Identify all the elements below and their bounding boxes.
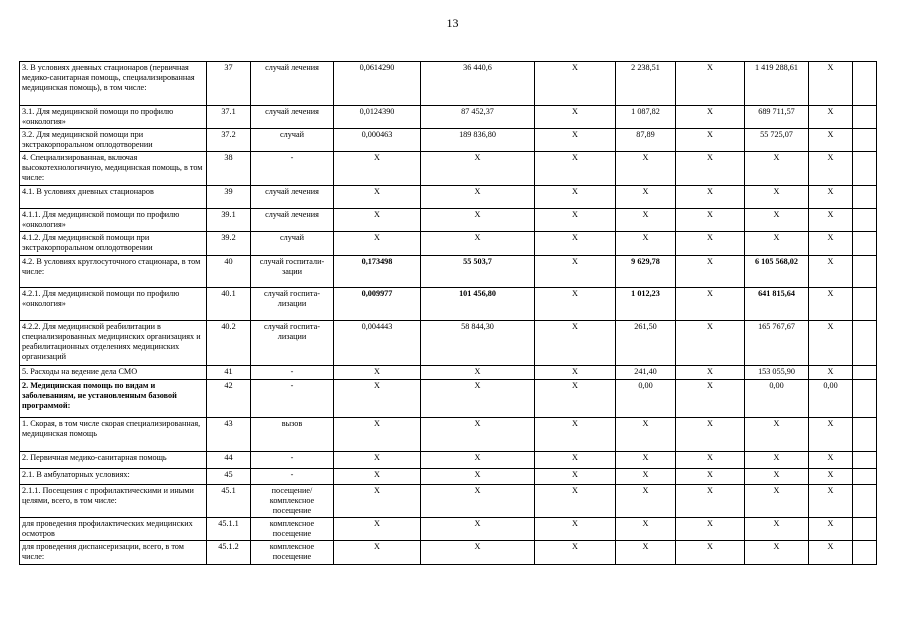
cell-oms-per-capita: X [616, 469, 676, 485]
cell-budget-total: X [676, 321, 745, 366]
cell-oms-total: 153 055,90 [745, 366, 809, 380]
cell-oms-per-capita: 0,00 [616, 380, 676, 418]
cell-budget-per-capita: X [535, 256, 616, 288]
cell-cost: X [421, 209, 535, 232]
cell-standard: X [334, 152, 421, 186]
cell-budget-per-capita: X [535, 380, 616, 418]
cell-cost: X [421, 418, 535, 452]
row-unit: - [251, 380, 334, 418]
row-code: 45 [207, 469, 251, 485]
cell-budget-per-capita: X [535, 321, 616, 366]
cell-standard: 0,0614290 [334, 62, 421, 106]
data-table [19, 61, 877, 565]
cell-oms-total: X [745, 418, 809, 452]
row-unit: - [251, 469, 334, 485]
row-code: 40.2 [207, 321, 251, 366]
cell-budget-total: X [676, 288, 745, 321]
cell-budget-per-capita: X [535, 232, 616, 256]
cell-standard: X [334, 418, 421, 452]
cell-percent: X [809, 366, 853, 380]
cell-cost: 189 836,80 [421, 129, 535, 152]
row-unit: случай [251, 232, 334, 256]
cell-standard: X [334, 452, 421, 469]
row-name: 4.1.2. Для медицинской помощи при экстракорпоральном оплодотворении [20, 232, 207, 256]
cell-budget-per-capita: X [535, 186, 616, 209]
cell-oms-per-capita: 2 238,51 [616, 62, 676, 106]
cell-cost: X [421, 186, 535, 209]
cell-oms-total: 6 105 568,02 [745, 256, 809, 288]
cell-percent: X [809, 186, 853, 209]
cell-standard: 0,009977 [334, 288, 421, 321]
cell-oms-per-capita: X [616, 152, 676, 186]
cell-cost: X [421, 232, 535, 256]
table-row [20, 186, 877, 209]
row-name: 4.2.2. Для медицинской реабилитации в специализированных медицинских организациях и реабилитационных отделениях медицинских организаций [20, 321, 207, 366]
cell-budget-total: X [676, 452, 745, 469]
row-code: 43 [207, 418, 251, 452]
row-name: 4.1.1. Для медицинской помощи по профилю «онкология» [20, 209, 207, 232]
cell-oms-total: X [745, 518, 809, 541]
cell-budget-per-capita: X [535, 62, 616, 106]
row-code: 37.1 [207, 106, 251, 129]
cell-cost: X [421, 518, 535, 541]
row-code: 45.1.2 [207, 541, 251, 565]
cell-oms-total: X [745, 209, 809, 232]
row-code: 45.1.1 [207, 518, 251, 541]
cell-budget-total: X [676, 418, 745, 452]
row-code: 44 [207, 452, 251, 469]
row-name: 2. Первичная медико-санитарная помощь [20, 452, 207, 469]
cell-oms-per-capita: 261,50 [616, 321, 676, 366]
cell-standard: X [334, 209, 421, 232]
row-unit: случай лечения [251, 106, 334, 129]
cell-budget-per-capita: X [535, 152, 616, 186]
row-unit: случай госпитали-зации [251, 256, 334, 288]
cell-standard: 0,173498 [334, 256, 421, 288]
row-code: 39.2 [207, 232, 251, 256]
cell-standard: X [334, 485, 421, 518]
row-name: 5. Расходы на ведение дела СМО [20, 366, 207, 380]
cell-budget-per-capita: X [535, 418, 616, 452]
cell-cost: 101 456,80 [421, 288, 535, 321]
cell-standard: 0,000463 [334, 129, 421, 152]
cell-oms-per-capita: 241,40 [616, 366, 676, 380]
cell-percent: 0,00 [809, 380, 853, 418]
row-code: 45.1 [207, 485, 251, 518]
cell-percent: X [809, 129, 853, 152]
cell-budget-total: X [676, 209, 745, 232]
row-name: 4.2. В условиях круглосуточного стационара, в том числе: [20, 256, 207, 288]
row-unit: случай госпита-лизации [251, 321, 334, 366]
table-row [20, 288, 877, 321]
table-row [20, 366, 877, 380]
cell-percent: X [809, 232, 853, 256]
cell-oms-per-capita: X [616, 232, 676, 256]
cell-budget-total: X [676, 129, 745, 152]
table-row [20, 518, 877, 541]
row-code: 39 [207, 186, 251, 209]
cell-oms-per-capita: X [616, 452, 676, 469]
cell-percent: X [809, 321, 853, 366]
cell-budget-per-capita: X [535, 366, 616, 380]
cell-oms-total: 689 711,57 [745, 106, 809, 129]
table-row [20, 418, 877, 452]
row-unit: случай лечения [251, 62, 334, 106]
cell-cost: X [421, 380, 535, 418]
cell-budget-per-capita: X [535, 469, 616, 485]
row-name: 3.2. Для медицинской помощи при экстракорпоральном оплодотворении [20, 129, 207, 152]
table-row [20, 469, 877, 485]
cell-budget-total: X [676, 485, 745, 518]
table-row [20, 485, 877, 518]
cell-oms-total: X [745, 485, 809, 518]
row-unit: - [251, 366, 334, 380]
cell-oms-total: 641 815,64 [745, 288, 809, 321]
cell-percent: X [809, 452, 853, 469]
cell-oms-per-capita: X [616, 418, 676, 452]
cell-budget-per-capita: X [535, 288, 616, 321]
cell-budget-total: X [676, 232, 745, 256]
row-name: 2.1. В амбулаторных условиях: [20, 469, 207, 485]
cell-cost: 36 440,6 [421, 62, 535, 106]
cell-percent: X [809, 469, 853, 485]
table-row [20, 452, 877, 469]
row-code: 38 [207, 152, 251, 186]
page-number: 13 [446, 16, 459, 30]
row-name: 3.1. Для медицинской помощи по профилю «онкология» [20, 106, 207, 129]
cell-oms-total: 165 767,67 [745, 321, 809, 366]
table-row [20, 541, 877, 565]
cell-budget-total: X [676, 152, 745, 186]
cell-oms-per-capita: 9 629,78 [616, 256, 676, 288]
cell-cost: X [421, 485, 535, 518]
cell-cost: X [421, 152, 535, 186]
cell-oms-per-capita: 87,89 [616, 129, 676, 152]
cell-oms-total: 0,00 [745, 380, 809, 418]
cell-oms-per-capita: X [616, 485, 676, 518]
cell-oms-total: X [745, 541, 809, 565]
cell-budget-total: X [676, 186, 745, 209]
cell-oms-per-capita: 1 087,82 [616, 106, 676, 129]
row-name: 2.1.1. Посещения с профилактическими и иными целями, всего, в том числе: [20, 485, 207, 518]
cell-oms-total: X [745, 452, 809, 469]
cell-cost: X [421, 469, 535, 485]
row-name: 1. Скорая, в том числе скорая специализированная, медицинская помощь [20, 418, 207, 452]
cell-oms-total: 1 419 288,61 [745, 62, 809, 106]
cell-percent: X [809, 288, 853, 321]
cell-budget-total: X [676, 366, 745, 380]
cell-budget-per-capita: X [535, 541, 616, 565]
cell-percent: X [809, 418, 853, 452]
row-code: 37 [207, 62, 251, 106]
row-name: для проведения профилактических медицинских осмотров [20, 518, 207, 541]
cell-percent: X [809, 152, 853, 186]
table-row [20, 129, 877, 152]
row-unit: вызов [251, 418, 334, 452]
cell-oms-total: 55 725,07 [745, 129, 809, 152]
cell-budget-total: X [676, 380, 745, 418]
cell-standard: X [334, 366, 421, 380]
cell-budget-total: X [676, 518, 745, 541]
cell-budget-total: X [676, 469, 745, 485]
table-row [20, 256, 877, 288]
cell-budget-total: X [676, 62, 745, 106]
row-name: 4.2.1. Для медицинской помощи по профилю «онкология» [20, 288, 207, 321]
cell-cost: X [421, 541, 535, 565]
cell-cost: X [421, 452, 535, 469]
table-row [20, 62, 877, 106]
cell-budget-per-capita: X [535, 485, 616, 518]
cell-cost: 58 844,30 [421, 321, 535, 366]
cell-budget-per-capita: X [535, 106, 616, 129]
cell-standard: 0,004443 [334, 321, 421, 366]
cell-standard: X [334, 469, 421, 485]
cell-percent: X [809, 485, 853, 518]
cell-oms-total: X [745, 469, 809, 485]
cell-percent: X [809, 106, 853, 129]
table-row [20, 321, 877, 366]
cell-budget-per-capita: X [535, 518, 616, 541]
row-code: 40 [207, 256, 251, 288]
cell-oms-per-capita: X [616, 518, 676, 541]
table-row [20, 209, 877, 232]
cell-budget-total: X [676, 256, 745, 288]
cell-standard: X [334, 518, 421, 541]
cell-standard: X [334, 186, 421, 209]
cell-cost: 55 503,7 [421, 256, 535, 288]
cell-cost: X [421, 366, 535, 380]
row-name: 2. Медицинская помощь по видам и заболеваниям, не установленным базовой программой: [20, 380, 207, 418]
row-code: 40.1 [207, 288, 251, 321]
cell-oms-total: X [745, 186, 809, 209]
row-unit: комплексное посещение [251, 518, 334, 541]
cell-budget-per-capita: X [535, 452, 616, 469]
cell-oms-total: X [745, 232, 809, 256]
cell-percent: X [809, 541, 853, 565]
table-row [20, 152, 877, 186]
cell-standard: X [334, 380, 421, 418]
row-code: 39.1 [207, 209, 251, 232]
row-code: 42 [207, 380, 251, 418]
table-row [20, 232, 877, 256]
row-unit: случай [251, 129, 334, 152]
cell-budget-total: X [676, 541, 745, 565]
row-code: 37.2 [207, 129, 251, 152]
cell-oms-per-capita: 1 012,23 [616, 288, 676, 321]
cell-oms-per-capita: X [616, 186, 676, 209]
row-unit: случай лечения [251, 186, 334, 209]
cell-oms-per-capita: X [616, 209, 676, 232]
row-unit: случай госпита-лизации [251, 288, 334, 321]
cell-percent: X [809, 518, 853, 541]
row-name: для проведения диспансеризации, всего, в том числе: [20, 541, 207, 565]
row-name: 4.1. В условиях дневных стационаров [20, 186, 207, 209]
row-unit: - [251, 452, 334, 469]
row-code: 41 [207, 366, 251, 380]
row-unit: случай лечения [251, 209, 334, 232]
cell-percent: X [809, 209, 853, 232]
cell-oms-per-capita: X [616, 541, 676, 565]
cell-standard: 0,0124390 [334, 106, 421, 129]
cell-standard: X [334, 232, 421, 256]
row-unit: посещение/ комплексное посещение [251, 485, 334, 518]
cell-budget-total: X [676, 106, 745, 129]
row-unit: - [251, 152, 334, 186]
table-row [20, 106, 877, 129]
cell-percent: X [809, 256, 853, 288]
cell-budget-per-capita: X [535, 209, 616, 232]
row-name: 4. Специализированная, включая высокотехнологичную, медицинская помощь, в том числе: [20, 152, 207, 186]
cell-cost: 87 452,37 [421, 106, 535, 129]
row-unit: комплексное посещение [251, 541, 334, 565]
cell-oms-total: X [745, 152, 809, 186]
table-row [20, 380, 877, 418]
cell-budget-per-capita: X [535, 129, 616, 152]
cell-percent: X [809, 62, 853, 106]
row-name: 3. В условиях дневных стационаров (первичная медико-санитарная помощь, специализированная медицинская помощь), в том числе: [20, 62, 207, 106]
cell-standard: X [334, 541, 421, 565]
